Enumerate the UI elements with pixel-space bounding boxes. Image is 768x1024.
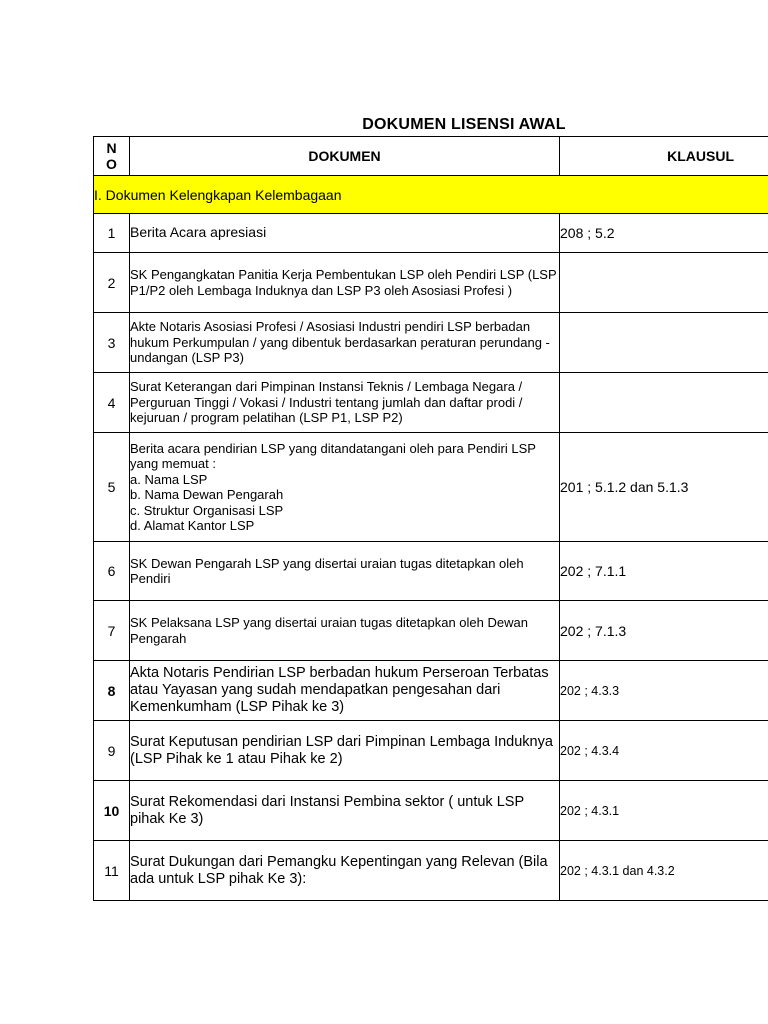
table-row	[94, 433, 768, 542]
header-no	[94, 137, 130, 176]
row-dokumen-lead: yang memuat :	[130, 456, 216, 471]
table-row	[94, 214, 768, 253]
list-item: d. Alamat Kantor LSP	[130, 518, 255, 533]
row-no: 3	[94, 313, 130, 373]
row-dokumen: Surat Dukungan dari Pemangku Kepentingan yang Relevan (Bila ada untuk LSP pihak Ke 3):	[130, 841, 560, 901]
row-dokumen: Surat Keterangan dari Pimpinan Instansi Teknis / Lembaga Negara / Perguruan Tinggi / Vokasi / Industri tentang jumlah dan daftar prodi / kejuruan / program pelatihan (LSP P1, LSP P2)	[130, 373, 560, 433]
row-dokumen: SK Pengangkatan Panitia Kerja Pembentukan LSP oleh Pendiri LSP (LSP P1/P2 oleh Lembaga Induknya dan LSP P3 oleh Asosiasi Profesi )	[130, 253, 560, 313]
list-item: a. Nama LSP	[130, 471, 208, 487]
row-no: 10	[94, 781, 130, 841]
row-dokumen: Akte Notaris Asosiasi Profesi / Asosiasi Industri pendiri LSP berbadan hukum Perkumpulan / yang dibentuk berdasarkan peraturan perundang - undangan (LSP P3)	[130, 313, 560, 373]
table-row	[94, 373, 768, 433]
row-dokumen: SK Dewan Pengarah LSP yang disertai uraian tugas ditetapkan oleh Pendiri	[130, 542, 560, 601]
row-dokumen	[130, 433, 560, 542]
row-dokumen: Berita Acara apresiasi	[130, 214, 560, 253]
header-klausul: KLAUSUL	[560, 137, 768, 176]
header-no-line1: N	[106, 140, 117, 156]
row-klausul: 201 ; 5.1.2 dan 5.1.3	[560, 433, 768, 542]
row-klausul: 202 ; 7.1.3	[560, 601, 768, 661]
row-klausul	[560, 253, 768, 313]
row-no: 4	[94, 373, 130, 433]
table-row	[94, 253, 768, 313]
page-title: DOKUMEN LISENSI AWAL	[362, 116, 566, 133]
table-row	[94, 661, 768, 721]
section-row	[94, 176, 768, 214]
row-no: 2	[94, 253, 130, 313]
row-klausul: 202 ; 4.3.1 dan 4.3.2	[560, 841, 768, 901]
row-klausul	[560, 313, 768, 373]
table-row	[94, 313, 768, 373]
row-no: 7	[94, 601, 130, 661]
row-dokumen: SK Pelaksana LSP yang disertai uraian tugas ditetapkan oleh Dewan Pengarah	[130, 601, 560, 661]
header-no-line2: O	[106, 156, 117, 172]
row-no: 1	[94, 214, 130, 253]
row-no: 5	[94, 433, 130, 542]
row-dokumen-text: Berita acara pendirian LSP yang ditandatangani oleh para Pendiri LSP	[130, 440, 536, 456]
header-dokumen: DOKUMEN	[130, 137, 560, 176]
row-klausul: 202 ; 4.3.1	[560, 781, 768, 841]
list-item: b. Nama Dewan Pengarah	[130, 487, 284, 502]
row-klausul: 202 ; 4.3.4	[560, 721, 768, 781]
row-dokumen: Akta Notaris Pendirian LSP berbadan hukum Perseroan Terbatas atau Yayasan yang sudah mendapatkan pengesahan dari Kemenkumham (LSP Pihak ke 3)	[130, 661, 560, 721]
list-item: c. Struktur Organisasi LSP	[130, 502, 284, 518]
table-row	[94, 841, 768, 901]
table-row	[94, 601, 768, 661]
row-klausul: 202 ; 7.1.1	[560, 542, 768, 601]
section-title: I. Dokumen Kelengkapan Kelembagaan	[94, 176, 768, 214]
row-klausul: 208 ; 5.2	[560, 214, 768, 253]
row-klausul: 202 ; 4.3.3	[560, 661, 768, 721]
table-row	[94, 542, 768, 601]
document-table	[93, 136, 768, 901]
row-no: 11	[94, 841, 130, 901]
row-dokumen: Surat Keputusan pendirian LSP dari Pimpinan Lembaga Induknya (LSP Pihak ke 1 atau Pihak ke 2)	[130, 721, 560, 781]
row-no: 8	[94, 661, 130, 721]
row-dokumen: Surat Rekomendasi dari Instansi Pembina sektor ( untuk LSP pihak Ke 3)	[130, 781, 560, 841]
row-no: 6	[94, 542, 130, 601]
row-no: 9	[94, 721, 130, 781]
table-row	[94, 781, 768, 841]
row-klausul	[560, 373, 768, 433]
table-row	[94, 721, 768, 781]
table-header-row	[94, 137, 768, 176]
